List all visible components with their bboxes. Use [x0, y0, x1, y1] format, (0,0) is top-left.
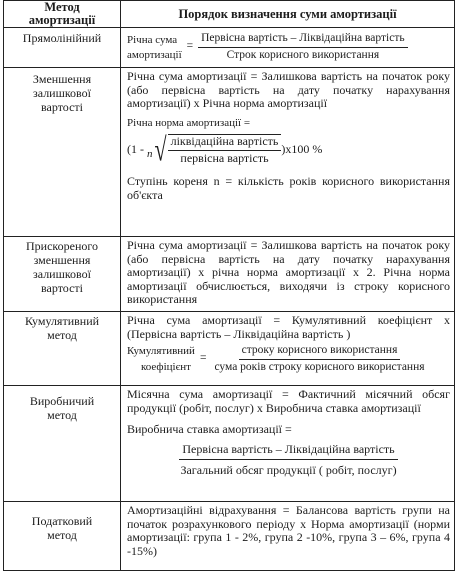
amortization-table-page — [3, 0, 454, 572]
procedure-tax: Амортизаційні відрахування = Балансова вартість групи на початок розрахункового періоду х Норма амортизації (норми амортизації: група 1 - 2%, група 2 -10%, група 3 – 6%, група 4 -15%) — [121, 502, 455, 571]
formula-equals: = — [186, 40, 194, 53]
procedure-production — [121, 386, 455, 502]
table-row — [4, 68, 455, 237]
formula-fraction — [177, 443, 399, 478]
header-procedure: Порядок визначення суми амортизації — [121, 1, 455, 28]
table-row — [4, 386, 455, 502]
root-formula — [127, 130, 450, 168]
root-denominator: первісна вартість — [180, 150, 269, 165]
table-row — [4, 237, 455, 312]
root-note: Ступінь кореня n = кількість років корисного використання об'єкта — [127, 174, 450, 202]
formula-fraction — [198, 32, 407, 62]
method-accelerated: Прискореного зменшення залишкової вартості — [4, 237, 121, 312]
formula-equals: = — [199, 352, 207, 365]
formula-denominator: Загальний обсяг продукції ( робіт, послуг) — [180, 463, 397, 477]
reducing-balance-text: Річна сума амортизації = Залишкова вартість на початок року (або первісна вартість на дату початку нарахування амортизації) х Річна норма амортизації — [127, 69, 450, 110]
formula-lhs-line2: коефіцієнт — [141, 361, 191, 373]
table-row — [4, 28, 455, 68]
formula-lhs-line1: Річна сума — [127, 33, 178, 46]
rate-label: Річна норма амортизації = — [127, 116, 251, 129]
method-straight-line: Прямолінійний — [4, 28, 121, 68]
formula-denominator: Строк корисного використання — [226, 48, 380, 61]
cumulative-text: Річна сума амортизації = Кумулятивний коефіцієнт х (Первісна вартість – Ліквідаційна вартість ) — [127, 313, 450, 341]
method-tax: Податковий метод — [4, 502, 121, 571]
procedure-cumulative — [121, 312, 455, 386]
formula-close: )х100 % — [281, 141, 323, 156]
formula-lhs — [127, 345, 195, 373]
formula-denominator: сума років строку корисного використання — [214, 360, 425, 373]
formula-numerator: строку корисного використання — [239, 344, 401, 360]
straight-line-formula — [127, 32, 450, 62]
table-row — [4, 502, 455, 571]
method-production: Виробничий метод — [4, 386, 121, 502]
formula-open: (1 - — [127, 141, 144, 156]
procedure-accelerated: Річна сума амортизації = Залишкова вартість на початок року (або первісна вартість на дату початку нарахування амортизації) х річна норма амортизації х 2. Річна норма амортизації обчислюється, виходячи із строку корисного використання — [121, 237, 455, 312]
root-fraction — [168, 134, 282, 165]
procedure-reducing-balance — [121, 68, 455, 237]
root-sign-icon: √ — [154, 130, 167, 168]
production-formula — [127, 443, 450, 478]
formula-fraction — [211, 344, 427, 374]
root-index: n — [147, 147, 153, 160]
formula-lhs-line1: Кумулятивний — [127, 345, 195, 357]
production-text: Місячна сума амортизації = Фактичний місячний обсяг продукції (робіт, послуг) х Виробнича ставка амортизації — [127, 387, 450, 415]
formula-lhs-line2: амортизації — [127, 48, 182, 61]
cumulative-formula — [127, 344, 450, 374]
formula-numerator: Первісна вартість – Ліквідаційна вартість — [179, 443, 397, 461]
method-reducing-balance: Зменшення залишкової вартості — [4, 68, 121, 237]
header-method: Метод амортизації — [4, 1, 121, 28]
production-rate-label: Виробнича ставка амортизації = — [127, 422, 292, 436]
root-numerator: ліквідаційна вартість — [168, 134, 282, 151]
formula-lhs — [127, 34, 182, 61]
formula-numerator: Первісна вартість – Ліквідаційна вартість — [198, 32, 407, 48]
table-header-row — [4, 1, 455, 28]
procedure-straight-line — [121, 28, 455, 68]
table-row — [4, 312, 455, 386]
amortization-methods-table — [3, 0, 455, 571]
method-cumulative: Кумулятивний метод — [4, 312, 121, 386]
